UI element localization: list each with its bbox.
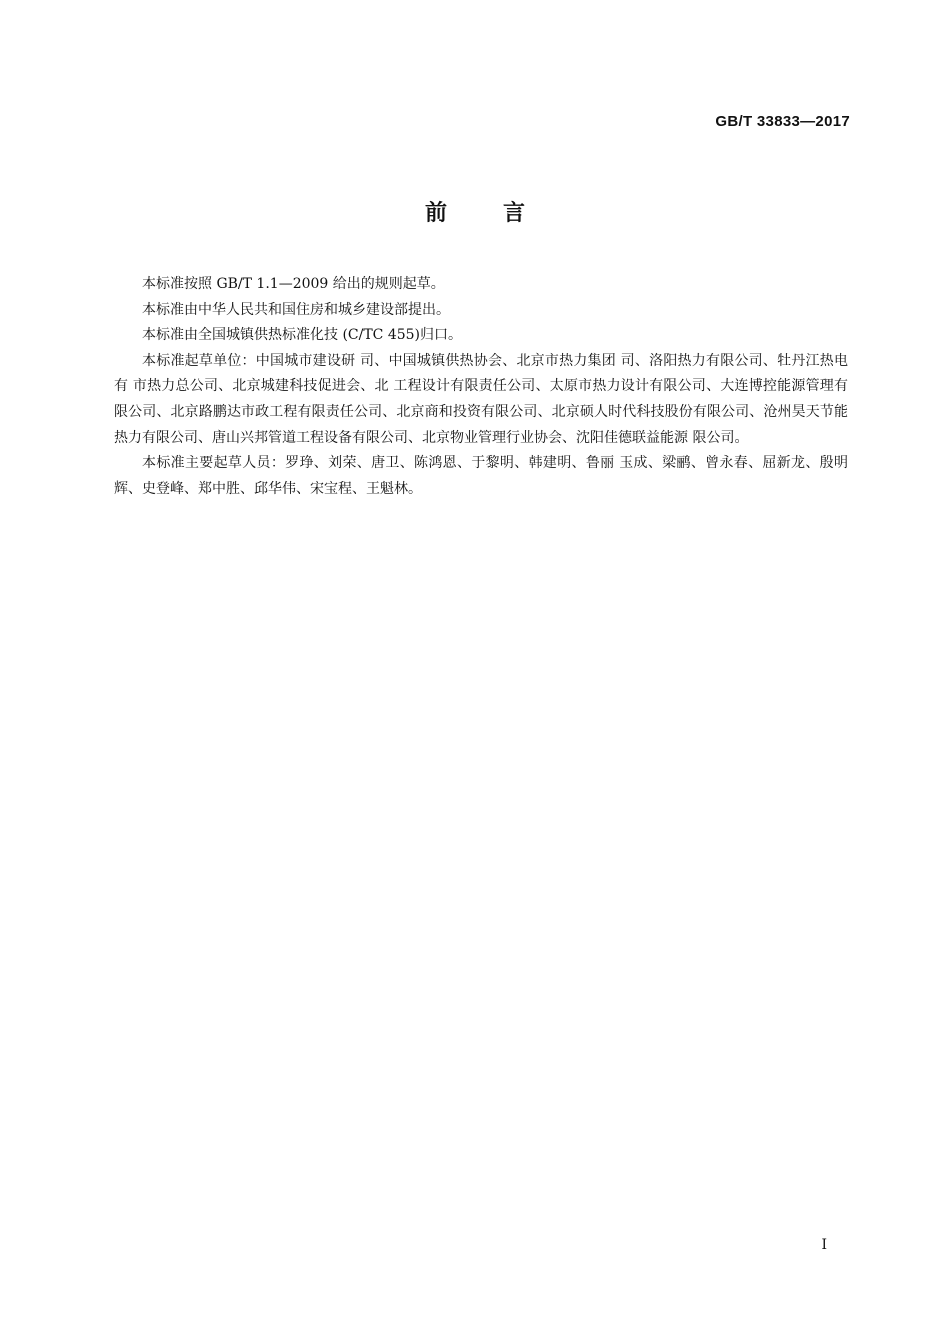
standard-code: GB/T 33833—2017 xyxy=(715,113,850,130)
paragraph-administrator: 本标准由全国城镇供热标准化技 (C/TC 455)归口。 xyxy=(142,327,463,344)
paragraph-drafting-rules: 本标准按照 GB/T 1.1—2009 给出的规则起草。 xyxy=(142,276,445,292)
page-title: 前言 xyxy=(424,201,581,226)
paragraph-drafters: 本标准主要起草人员：罗琤、刘荣、唐卫、陈鸿恩、于黎明、韩建明、鲁丽 玉成、梁鹂、曾永春、屈新龙、殷明辉、史登峰、郑中胜、邱华伟、宋宝程、王魁林。 xyxy=(114,455,848,497)
paragraph-drafting-units: 本标准起草单位：中国城市建设研 司、中国城镇供热协会、北京市热力集团 司、洛阳热力有限公司、牡丹江热电有 市热力总公司、北京城建科技促进会、北 工程设计有限责任公司、太原市热力设计有限公司、大连博控能源管理有限公司、北京路鹏达市政工程有限责任公司、北京商和投资有限公司、北京硕人时代科技股份有限公司、沧州昊天节能热力有限公司、唐山兴邦管道工程设备有限公司、北京物业管理行业协会、沈阳佳德联益能源 限公司。 xyxy=(114,352,848,446)
paragraph-proposer: 本标准由中华人民共和国住房和城乡建设部提出。 xyxy=(142,301,450,318)
page-number: I xyxy=(821,1237,827,1253)
foreword-body xyxy=(114,272,848,502)
